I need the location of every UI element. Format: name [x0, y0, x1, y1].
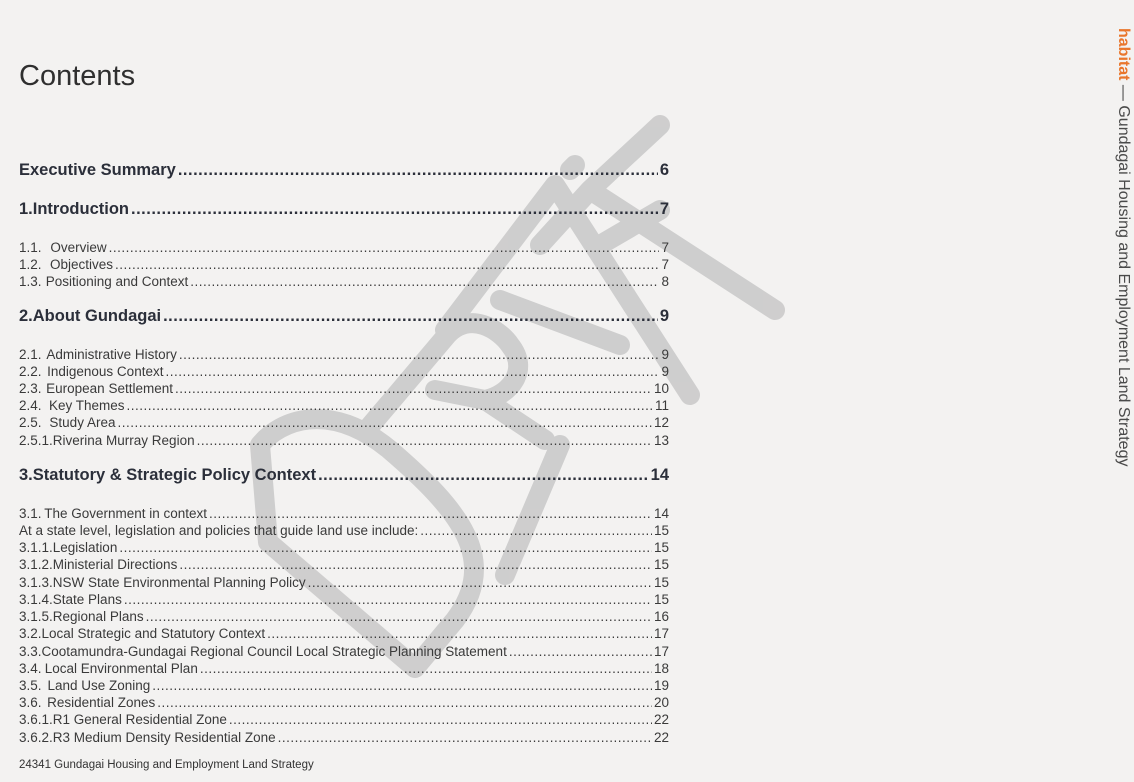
toc-entry[interactable] [19, 523, 669, 540]
toc-title: R3 Medium Density Residential Zone [52, 730, 276, 745]
dot-leader [200, 661, 652, 676]
dot-leader [157, 695, 652, 710]
toc-number: 3.1.1. [19, 540, 53, 555]
toc-page-number: 8 [661, 274, 669, 289]
dot-leader [197, 433, 652, 448]
toc-title: European Settlement [46, 381, 173, 396]
toc-entry[interactable] [19, 678, 669, 695]
toc-number: 3.1.3. [19, 575, 53, 590]
toc-page-number: 12 [653, 415, 669, 430]
toc-page-number: 9 [661, 347, 669, 362]
toc-entry[interactable] [19, 730, 669, 747]
toc-page-number: 17 [653, 644, 669, 659]
toc-page-number: 7 [661, 257, 669, 272]
dot-leader [209, 506, 652, 521]
toc-title: Key Themes [48, 398, 125, 413]
side-header [1114, 28, 1134, 498]
dot-leader [163, 307, 658, 326]
toc-entry[interactable] [19, 626, 669, 643]
toc-entry[interactable] [19, 644, 669, 661]
toc-entry[interactable] [19, 381, 669, 398]
toc-page-number: 7 [659, 200, 669, 218]
toc-number: 1.1. [19, 240, 42, 255]
toc-page-number: 7 [661, 240, 669, 255]
toc-number: 2.5.1. [19, 433, 53, 448]
brand-separator: — [1115, 80, 1132, 106]
dot-leader [178, 161, 658, 180]
toc-section-entry[interactable] [19, 307, 669, 326]
toc-title: About Gundagai [32, 307, 162, 325]
toc-entry[interactable] [19, 257, 669, 274]
toc-number: 2. [19, 307, 33, 325]
toc-entry[interactable] [19, 575, 669, 592]
toc-title: Positioning and Context [45, 274, 189, 289]
dot-leader [179, 557, 652, 572]
dot-leader [131, 200, 658, 219]
toc-page-number: 11 [654, 398, 669, 413]
toc-number: 3.4. [19, 661, 42, 676]
toc-number: 3.1.2. [19, 557, 53, 572]
toc-entry[interactable] [19, 398, 669, 415]
toc-title: Residential Zones [47, 695, 156, 710]
dot-leader [165, 364, 659, 379]
toc-entry[interactable] [19, 592, 669, 609]
toc-number: 3.6.1. [19, 712, 53, 727]
toc-page-number: 15 [653, 557, 669, 572]
toc-page-number: 6 [659, 161, 669, 179]
toc-title: Statutory & Strategic Policy Context [32, 466, 317, 484]
dot-leader [308, 575, 652, 590]
toc-entry[interactable] [19, 433, 669, 450]
toc-title: NSW State Environmental Planning Policy [52, 575, 306, 590]
toc-number: 3.1.4. [19, 592, 53, 607]
toc-page-number: 14 [653, 506, 669, 521]
toc-title: Legislation [52, 540, 118, 555]
toc-title: Introduction [32, 200, 129, 218]
toc-page-number: 10 [653, 381, 669, 396]
dot-leader [175, 381, 652, 396]
toc-title: Local Environmental Plan [44, 661, 198, 676]
dot-leader [127, 398, 653, 413]
toc-title: Local Strategic and Statutory Context [41, 626, 266, 641]
toc-title: The Government in context [44, 506, 208, 521]
toc-entry[interactable] [19, 506, 669, 523]
toc-entry[interactable] [19, 661, 669, 678]
toc-page-number: 22 [653, 712, 669, 727]
toc-page-number: 9 [659, 307, 669, 325]
toc-entry[interactable] [19, 557, 669, 574]
toc-number: 2.5. [19, 415, 42, 430]
toc-section-entry[interactable] [19, 200, 669, 219]
toc-number: 2.4. [19, 398, 42, 413]
toc-title: Executive Summary [19, 161, 176, 179]
toc-entry[interactable] [19, 364, 669, 381]
dot-leader [509, 644, 652, 659]
dot-leader [318, 466, 649, 485]
page-title: Contents [19, 60, 136, 92]
toc-entry[interactable] [19, 540, 669, 557]
toc-title: Study Area [49, 415, 116, 430]
toc-number: 3.1.5. [19, 609, 53, 624]
toc-number: 2.3. [19, 381, 42, 396]
toc-page-number: 20 [653, 695, 669, 710]
toc-page-number: 15 [653, 540, 669, 555]
toc-page-number: 9 [661, 364, 669, 379]
toc-page-number: 15 [653, 575, 669, 590]
toc-title: Indigenous Context [47, 364, 164, 379]
toc-number: 3.3. [19, 644, 42, 659]
toc-page-number: 15 [653, 523, 669, 538]
toc-title: State Plans [52, 592, 122, 607]
dot-leader [190, 274, 659, 289]
toc-page-number: 14 [650, 466, 669, 484]
dot-leader [420, 523, 652, 538]
page-footer: 24341 Gundagai Housing and Employment Land Strategy [19, 759, 314, 771]
dot-leader [146, 609, 652, 624]
toc-number: 1.3. [19, 274, 42, 289]
toc-title: Cootamundra-Gundagai Regional Council Local Strategic Planning Statement [41, 644, 507, 659]
toc-number: 3. [19, 466, 33, 484]
toc-title: Ministerial Directions [52, 557, 178, 572]
toc-number: 1. [19, 200, 33, 218]
dot-leader [229, 712, 652, 727]
toc-page-number: 22 [653, 730, 669, 745]
toc-entry[interactable] [19, 240, 669, 257]
toc-page-number: 19 [653, 678, 669, 693]
toc-title: At a state level, legislation and policies that guide land use include: [19, 523, 419, 538]
toc-page-number: 17 [653, 626, 669, 641]
toc-title: Regional Plans [52, 609, 144, 624]
dot-leader [109, 240, 660, 255]
toc-number: 3.1. [19, 506, 42, 521]
dot-leader [267, 626, 652, 641]
toc-number: 3.6.2. [19, 730, 53, 745]
document-title: Gundagai Housing and Employment Land Strategy [1115, 105, 1132, 467]
toc-section-entry[interactable] [19, 161, 669, 180]
toc-number: 1.2. [19, 257, 42, 272]
toc-page-number: 13 [653, 433, 669, 448]
dot-leader [119, 540, 652, 555]
brand-logo: habitat [1115, 28, 1132, 81]
dot-leader [115, 257, 659, 272]
toc-page-number: 15 [653, 592, 669, 607]
dot-leader [152, 678, 652, 693]
toc-section-entry[interactable] [19, 466, 669, 485]
dot-leader [179, 347, 660, 362]
toc-entry[interactable] [19, 415, 669, 432]
toc-page-number: 16 [653, 609, 669, 624]
toc-title: Administrative History [46, 347, 177, 362]
toc-number: 2.1. [19, 347, 42, 362]
toc-number: 3.5. [19, 678, 42, 693]
dot-leader [278, 730, 652, 745]
toc-title: Land Use Zoning [47, 678, 151, 693]
toc-title: Riverina Murray Region [52, 433, 195, 448]
toc-entry[interactable] [19, 712, 669, 729]
toc-page-number: 18 [653, 661, 669, 676]
toc-number: 3.2. [19, 626, 42, 641]
toc-title: Overview [50, 240, 107, 255]
toc-title: R1 General Residential Zone [52, 712, 227, 727]
toc-number: 3.6. [19, 695, 42, 710]
toc-title: Objectives [49, 257, 114, 272]
dot-leader [117, 415, 652, 430]
dot-leader [124, 592, 652, 607]
toc-entry[interactable] [19, 347, 669, 364]
toc-entry[interactable] [19, 274, 669, 291]
toc-number: 2.2. [19, 364, 42, 379]
toc-entry[interactable] [19, 609, 669, 626]
toc-entry[interactable] [19, 695, 669, 712]
